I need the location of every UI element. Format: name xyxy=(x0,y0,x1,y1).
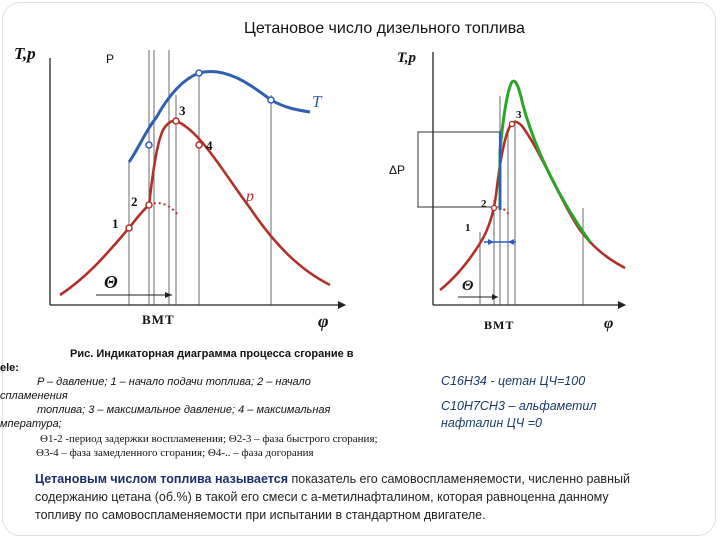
right-point-3-label: 3 xyxy=(516,109,522,121)
right-delta-p-label: ΔP xyxy=(389,163,406,177)
left-point-4 xyxy=(196,142,202,148)
right-chart xyxy=(418,52,626,309)
right-curve-p xyxy=(440,122,625,290)
definition-line-1 xyxy=(35,470,630,488)
left-dotted-compression xyxy=(149,203,178,215)
caption-line: ele: xyxy=(0,362,19,374)
left-phi-label: φ xyxy=(318,311,329,331)
delta-p-box xyxy=(418,132,500,207)
left-T-marker xyxy=(146,142,152,148)
right-theta-label: Θ xyxy=(462,278,474,294)
formula-methylnaphthalene-1: C10H7CH3 – альфаметил xyxy=(441,399,597,413)
caption-line: P – давление; 1 – начало подачи топлива; 2 – начало xyxy=(37,376,311,388)
caption-line: топлива; 3 – максимальное давление; 4 – максимальная xyxy=(37,404,331,416)
caption-line: Θ3-4 – фаза замедленного сгорания; Θ4-.. – фаза догорания xyxy=(36,447,314,459)
left-point-1-label: 1 xyxy=(112,216,119,231)
left-p-label: p xyxy=(246,188,254,205)
definition-bold: Цетановым числом топлива называется xyxy=(35,472,288,486)
left-T-label: T xyxy=(312,92,322,111)
right-bmt-label: ВМТ xyxy=(484,318,515,332)
left-chart xyxy=(50,50,346,309)
right-blue-arrowhead xyxy=(508,239,514,245)
right-theta-arrowhead xyxy=(492,294,498,300)
left-theta-arrowhead xyxy=(165,292,172,298)
right-point-3 xyxy=(510,122,515,127)
right-point-2 xyxy=(492,206,497,211)
left-point-4-label: 4 xyxy=(206,138,213,153)
left-p-marker: P xyxy=(106,52,115,66)
left-point-1 xyxy=(126,225,132,231)
definition-rest: показатель его самовоспламеняемости, численно равный xyxy=(288,472,630,486)
right-blue-arrowhead xyxy=(488,239,494,245)
formula-methylnaphthalene-2: нафталин ЦЧ =0 xyxy=(441,416,542,430)
definition-line-3: топливу по самовоспламеняемости при испытании в стандартном двигателе. xyxy=(35,508,486,522)
left-T-marker xyxy=(268,97,274,103)
left-point-3-label: 3 xyxy=(179,103,186,118)
caption-line: Θ1-2 -период задержки воспламенения; Θ2-3 – фаза быстрого сгорания; xyxy=(40,433,378,445)
caption-line: спламенения xyxy=(0,390,68,402)
right-point-1-label: 1 xyxy=(465,222,471,234)
caption-title: Рис. Индикаторная диаграмма процесса сгорание в xyxy=(70,348,354,360)
formula-cetane: C16H34 - цетан ЦЧ=100 xyxy=(441,374,586,388)
caption-line: мпература; xyxy=(0,418,62,430)
left-y-axis-label: T,p xyxy=(14,44,36,63)
right-curve-green xyxy=(500,81,590,242)
left-T-marker xyxy=(196,70,202,76)
right-point-2-label: 2 xyxy=(481,198,487,210)
left-point-2 xyxy=(146,202,152,208)
left-theta-label: Θ xyxy=(104,272,118,292)
right-phi-label: φ xyxy=(604,315,614,332)
left-curve-p xyxy=(60,121,330,295)
left-bmt-label: ВМТ xyxy=(142,312,175,327)
definition-line-2: содержанию цетана (об.%) в такой его смеси с a-метилнафталином, которая равноценна данному xyxy=(35,490,609,504)
right-x-axis-arrow xyxy=(618,301,626,309)
right-y-axis-label: T,p xyxy=(397,50,417,66)
left-point-2-label: 2 xyxy=(131,194,138,209)
left-x-axis-arrow xyxy=(338,301,346,309)
slide-title: Цетановое число дизельного топлива xyxy=(244,20,525,37)
